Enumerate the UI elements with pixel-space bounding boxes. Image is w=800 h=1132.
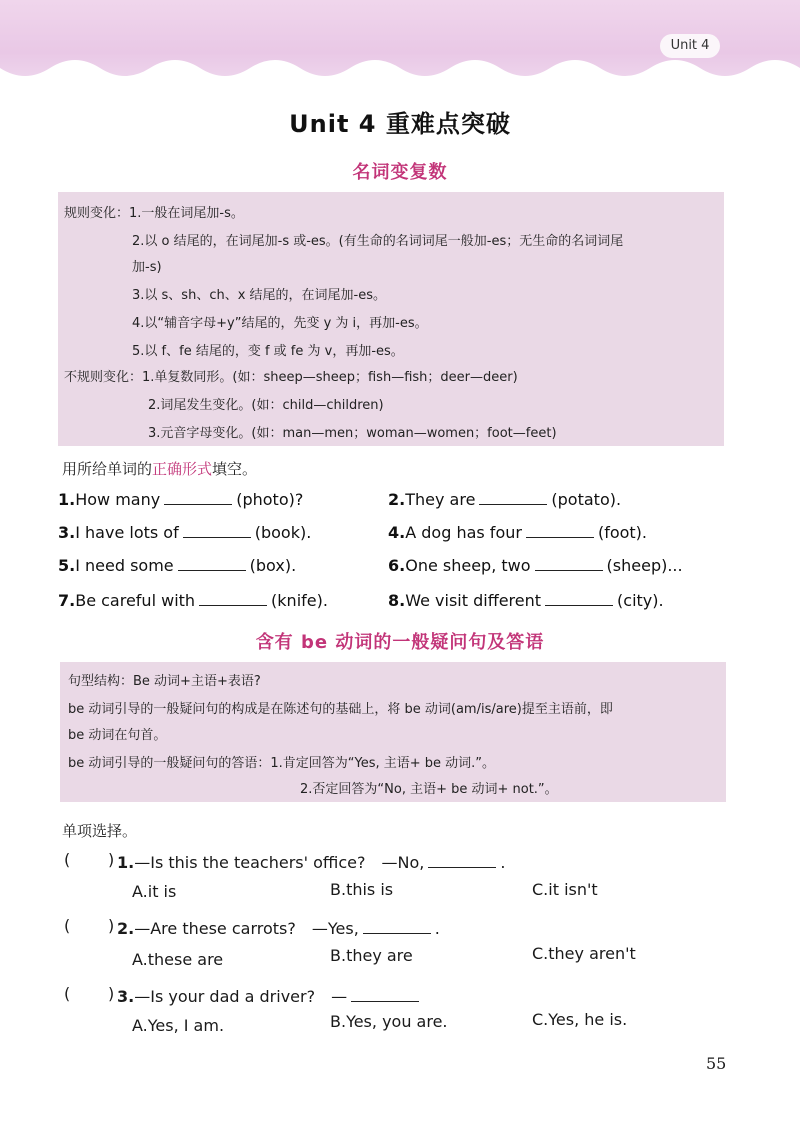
section-heading-be-questions: 含有 be 动词的一般疑问句及答语 (255, 632, 545, 653)
mc-question-2: 2.—Are these carrots? —Yes, . (117, 919, 440, 938)
option-c[interactable]: C.Yes, he is. (532, 1010, 628, 1029)
page-title: Unit 4 重难点突破 (289, 110, 511, 138)
plural-rules-box (58, 192, 724, 446)
rule-line: 3.以 s、sh、ch、x 结尾的，在词尾加-es。 (132, 288, 386, 303)
rule-line: 2.否定回答为“No, 主语+ be 动词+ not.”。 (300, 782, 558, 797)
question-6: 6.One sheep, two (sheep)... (388, 556, 683, 575)
fill-blank-instruction: 用所给单词的正确形式填空。 (62, 460, 258, 478)
rule-line: be 动词引导的一般疑问句的答语：1.肯定回答为“Yes, 主语+ be 动词.”。 (68, 756, 496, 771)
question-5: 5.I need some (box). (58, 556, 297, 575)
option-b[interactable]: B.this is (330, 880, 394, 899)
answer-paren-close: ) (108, 916, 115, 935)
rule-line: 加-s) (132, 260, 162, 275)
mc-question-3: 3.—Is your dad a driver? — (117, 984, 423, 1007)
option-b[interactable]: B.Yes, you are. (330, 1012, 448, 1031)
rule-line: 4.以“辅音字母+y”结尾的，先变 y 为 i，再加-es。 (132, 316, 428, 331)
mc-question-1: 1.—Is this the teachers' office? —No, . (117, 853, 506, 872)
answer-blank[interactable] (535, 556, 603, 571)
rule-line: 不规则变化：1.单复数同形。(如：sheep—sheep；fish—fish；deer—deer) (64, 370, 518, 385)
option-c[interactable]: C.they aren't (532, 944, 636, 963)
answer-blank[interactable] (526, 523, 594, 538)
answer-blank[interactable] (164, 490, 232, 505)
question-1: 1.How many (photo)? (58, 490, 304, 509)
answer-paren-open: ( (64, 850, 71, 869)
answer-blank[interactable] (183, 523, 251, 538)
question-7: 7.Be careful with (knife). (58, 591, 328, 610)
section-heading-plural: 名词变复数 (352, 162, 448, 183)
answer-blank[interactable] (428, 853, 496, 868)
option-c[interactable]: C.it isn't (532, 880, 598, 899)
answer-paren-close: ) (108, 850, 115, 869)
answer-blank[interactable] (363, 919, 431, 934)
option-a[interactable]: A.Yes, I am. (132, 1016, 225, 1035)
rule-line: 3.元音字母变化。(如：man—men；woman—women；foot—feet) (148, 426, 557, 441)
header-band (0, 0, 800, 88)
answer-paren-open: ( (64, 916, 71, 935)
rule-line: 规则变化：1.一般在词尾加-s。 (64, 206, 244, 221)
answer-paren-close: ) (108, 984, 115, 1003)
be-rules-box (60, 662, 726, 802)
unit-tag: Unit 4 (660, 34, 720, 58)
multiple-choice-instruction: 单项选择。 (62, 822, 138, 840)
option-b[interactable]: B.they are (330, 946, 413, 965)
answer-blank[interactable] (479, 490, 547, 505)
answer-blank[interactable] (199, 591, 267, 606)
rule-line: 2.词尾发生变化。(如：child—children) (148, 398, 384, 413)
rule-line: 句型结构：Be 动词+主语+表语? (68, 674, 261, 689)
wavy-edge (0, 60, 800, 90)
question-8: 8.We visit different (city). (388, 591, 664, 610)
rule-line: 5.以 f、fe 结尾的，变 f 或 fe 为 v，再加-es。 (132, 344, 404, 359)
rule-line: be 动词在句首。 (68, 728, 167, 743)
page-number: 55 (706, 1054, 727, 1073)
question-4: 4.A dog has four (foot). (388, 523, 648, 542)
answer-blank[interactable] (351, 987, 419, 1002)
option-a[interactable]: A.these are (132, 950, 224, 969)
option-a[interactable]: A.it is (132, 882, 177, 901)
question-2: 2.They are (potato). (388, 490, 622, 509)
question-3: 3.I have lots of (book). (58, 523, 312, 542)
answer-paren-open: ( (64, 984, 71, 1003)
answer-blank[interactable] (178, 556, 246, 571)
answer-blank[interactable] (545, 591, 613, 606)
rule-line: 2.以 o 结尾的，在词尾加-s 或-es。(有生命的名词词尾一般加-es；无生命的名词词尾 (132, 234, 624, 249)
rule-line: be 动词引导的一般疑问句的构成是在陈述句的基础上，将 be 动词(am/is/are)提至主语前，即 (68, 702, 613, 717)
